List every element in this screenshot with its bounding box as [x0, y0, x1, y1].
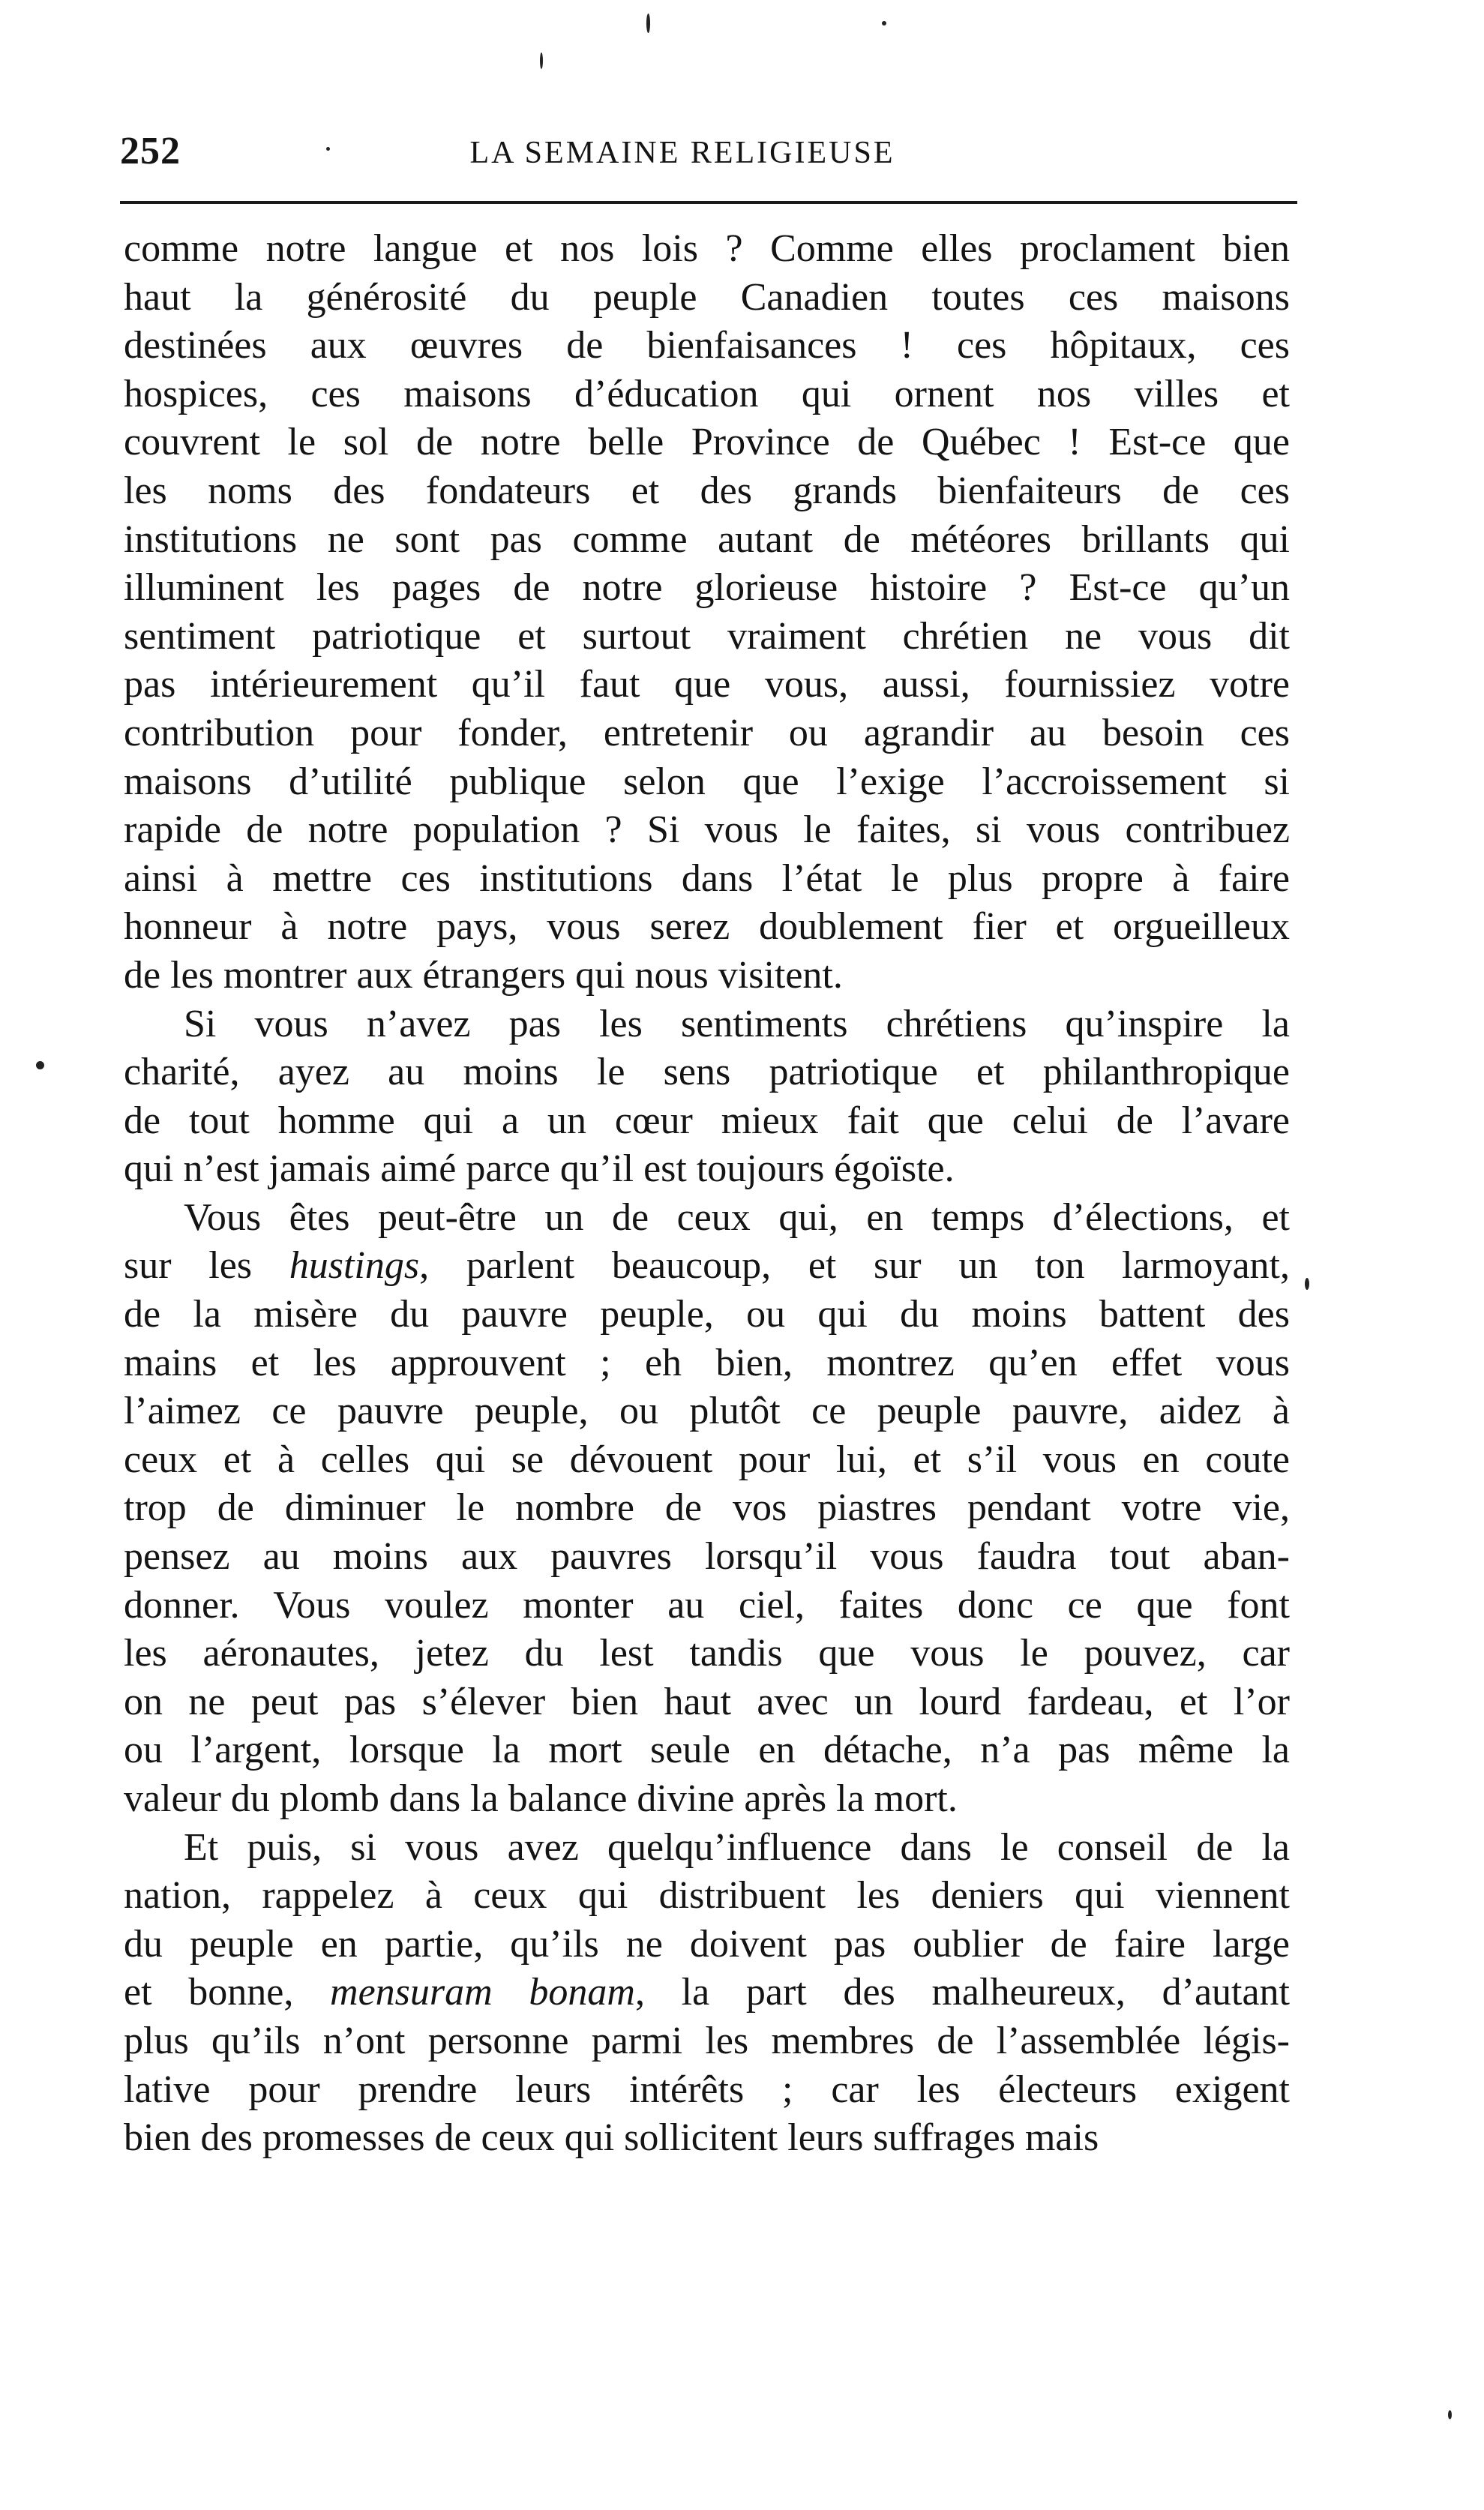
text-line: illuminent les pages de notre glorieuse histoire ? Est-ce qu’un: [124, 566, 1290, 610]
text-line: trop de diminuer le nombre de vos piastres pendant votre vie,: [124, 1486, 1290, 1530]
paragraph: [124, 1824, 1290, 2163]
text-line: plus qu’ils n’ont personne parmi les membres de l’assemblée légis-: [124, 2019, 1290, 2062]
text-line: maisons d’utilité publique selon que l’exige l’accroissement si: [124, 760, 1290, 803]
text-line: les aéronautes, jetez du lest tandis que vous le pouvez, car: [124, 1632, 1290, 1675]
text-line: comme notre langue et nos lois ? Comme elles proclament bien: [124, 227, 1290, 270]
text-line: charité, ayez au moins le sens patriotique et philanthropique: [124, 1051, 1290, 1094]
text-line: institutions ne sont pas comme autant de météores brillants qui: [124, 517, 1290, 561]
paragraph: [124, 225, 1290, 1000]
page-header: [120, 129, 1290, 181]
scan-speck: [1448, 2410, 1452, 2419]
text-line: ainsi à mettre ces institutions dans l’état le plus propre à faire: [124, 856, 1290, 900]
text-line: ceux et à celles qui se dévouent pour lui, et s’il vous en coute: [124, 1438, 1290, 1481]
text-line: et bonne, mensuram bonam, la part des malheureux, d’autant: [124, 1971, 1290, 2014]
text-line: valeur du plomb dans la balance divine après la mort.: [124, 1777, 958, 1820]
body-text: [124, 225, 1290, 2163]
text-line: hospices, ces maisons d’éducation qui ornent nos villes et: [124, 372, 1290, 415]
header-rule: [120, 201, 1297, 204]
paragraph: [124, 1194, 1290, 1824]
text-line: de la misère du pauvre peuple, ou qui du moins battent des: [124, 1293, 1290, 1336]
scan-speck: [646, 13, 650, 33]
text-line: rapide de notre population ? Si vous le faites, si vous contribuez: [124, 808, 1290, 852]
scan-speck: [540, 52, 543, 69]
text-line: Vous êtes peut-être un de ceux qui, en temps d’élections, et: [184, 1195, 1290, 1239]
scan-speck: [1305, 1278, 1309, 1290]
text-line: haut la générosité du peuple Canadien toutes ces maisons: [124, 275, 1290, 319]
text-line: ou l’argent, lorsque la mort seule en détache, n’a pas même la: [124, 1729, 1290, 1772]
text-line: donner. Vous voulez monter au ciel, faites donc ce que font: [124, 1583, 1290, 1627]
text-line: nation, rappelez à ceux qui distribuent les deniers qui viennent: [124, 1874, 1290, 1918]
text-line: de tout homme qui a un cœur mieux fait que celui de l’avare: [124, 1099, 1290, 1142]
text-line: du peuple en partie, qu’ils ne doivent pas oublier de faire large: [124, 1922, 1290, 1966]
running-title: LA SEMAINE RELIGIEUSE: [469, 136, 895, 170]
text-line: pas intérieurement qu’il faut que vous, aussi, fournissiez votre: [124, 663, 1290, 706]
text-line: on ne peut pas s’élever bien haut avec un lourd fardeau, et l’or: [124, 1680, 1290, 1723]
text-line: Si vous n’avez pas les sentiments chrétiens qu’inspire la: [184, 1002, 1290, 1045]
text-line: les noms des fondateurs et des grands bienfaiteurs de ces: [124, 469, 1290, 512]
text-line: Et puis, si vous avez quelqu’influence dans le conseil de la: [184, 1825, 1290, 1869]
text-line: sentiment patriotique et surtout vraiment chrétien ne vous dit: [124, 614, 1290, 658]
scan-speck: [326, 147, 330, 151]
text-line: lative pour prendre leurs intérêts ; car les électeurs exigent: [124, 2068, 1290, 2111]
text-line: qui n’est jamais aimé parce qu’il est toujours égoïste.: [124, 1147, 955, 1191]
text-line: destinées aux œuvres de bienfaisances ! ces hôpitaux, ces: [124, 324, 1290, 367]
text-line: contribution pour fonder, entretenir ou agrandir au besoin ces: [124, 711, 1290, 754]
text-line: de les montrer aux étrangers qui nous visitent.: [124, 953, 843, 997]
paragraph: [124, 1000, 1290, 1194]
text-line: l’aimez ce pauvre peuple, ou plutôt ce peuple pauvre, aidez à: [124, 1390, 1290, 1433]
scan-speck: [36, 1061, 44, 1069]
scan-speck: [882, 21, 886, 25]
text-line: mains et les approuvent ; eh bien, montrez qu’en effet vous: [124, 1341, 1290, 1384]
text-line: sur les hustings, parlent beaucoup, et sur un ton larmoyant,: [124, 1244, 1290, 1288]
text-line: bien des promesses de ceux qui sollicitent leurs suffrages mais: [124, 2116, 1099, 2160]
text-line: couvrent le sol de notre belle Province de Québec ! Est-ce que: [124, 421, 1290, 464]
text-line: pensez au moins aux pauvres lorsqu’il vous faudra tout aban-: [124, 1535, 1290, 1579]
page-number: 252: [120, 130, 181, 172]
text-line: honneur à notre pays, vous serez doublement fier et orgueilleux: [124, 905, 1290, 949]
